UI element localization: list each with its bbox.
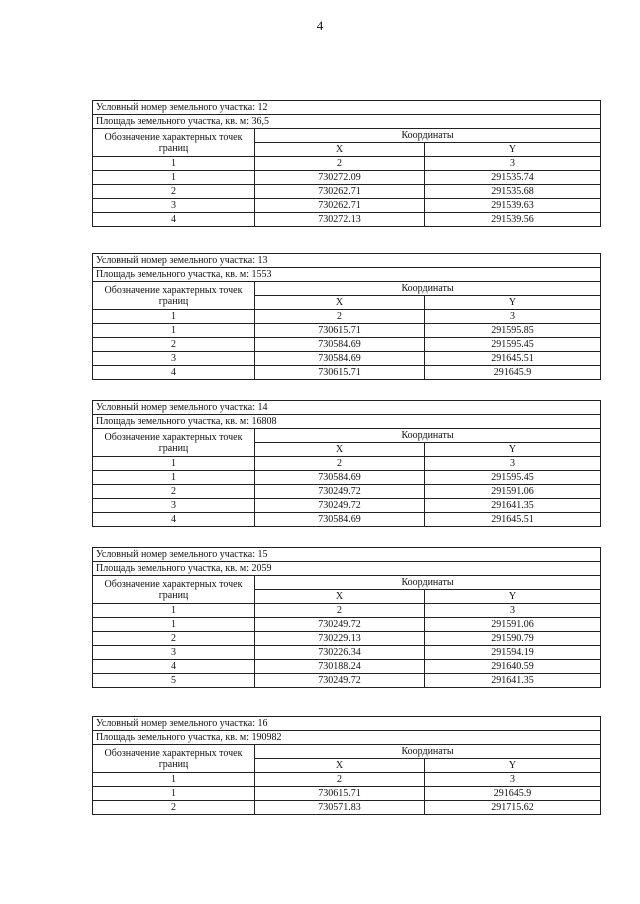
coordinates-header: Координаты <box>255 576 601 590</box>
table-row <box>93 646 601 660</box>
column-number: 1 <box>93 604 255 618</box>
table-row <box>93 513 601 527</box>
designation-header: Обозначение характерных точек границ <box>93 429 255 457</box>
point-x: 730272.09 <box>255 171 425 185</box>
point-id: 4 <box>93 213 255 227</box>
table-row <box>93 618 601 632</box>
y-header: Y <box>425 759 601 773</box>
point-x: 730615.71 <box>255 324 425 338</box>
table-row <box>93 787 601 801</box>
point-id: 1 <box>93 471 255 485</box>
point-x: 730584.69 <box>255 338 425 352</box>
point-x: 730584.69 <box>255 352 425 366</box>
point-y: 291641.35 <box>425 499 601 513</box>
point-y: 291640.59 <box>425 660 601 674</box>
point-x: 730249.72 <box>255 674 425 688</box>
column-number: 2 <box>255 604 425 618</box>
coordinates-header: Координаты <box>255 282 601 296</box>
point-y: 291641.35 <box>425 674 601 688</box>
x-header: X <box>255 296 425 310</box>
point-id: 2 <box>93 338 255 352</box>
point-x: 730249.72 <box>255 618 425 632</box>
x-header: X <box>255 443 425 457</box>
table-row <box>93 352 601 366</box>
point-y: 291645.51 <box>425 513 601 527</box>
point-y: 291645.9 <box>425 787 601 801</box>
parcel-number: Условный номер земельного участка: 16 <box>93 717 601 731</box>
point-y: 291594.19 <box>425 646 601 660</box>
table-row <box>93 213 601 227</box>
point-x: 730262.71 <box>255 185 425 199</box>
designation-header: Обозначение характерных точек границ <box>93 745 255 773</box>
designation-header: Обозначение характерных точек границ <box>93 576 255 604</box>
column-number: 3 <box>425 457 601 471</box>
table-row <box>93 366 601 380</box>
point-id: 2 <box>93 185 255 199</box>
x-header: X <box>255 590 425 604</box>
column-number: 3 <box>425 157 601 171</box>
point-id: 1 <box>93 787 255 801</box>
point-id: 5 <box>93 674 255 688</box>
point-x: 730615.71 <box>255 366 425 380</box>
point-x: 730262.71 <box>255 199 425 213</box>
parcel-number: Условный номер земельного участка: 13 <box>93 254 601 268</box>
parcel-area: Площадь земельного участка, кв. м: 190982 <box>93 731 601 745</box>
column-number: 3 <box>425 604 601 618</box>
column-number: 1 <box>93 310 255 324</box>
coordinates-header: Координаты <box>255 129 601 143</box>
point-id: 4 <box>93 513 255 527</box>
parcel-table-13 <box>92 253 600 380</box>
parcel-number: Условный номер земельного участка: 15 <box>93 548 601 562</box>
point-x: 730249.72 <box>255 485 425 499</box>
point-id: 2 <box>93 485 255 499</box>
x-header: X <box>255 759 425 773</box>
column-number: 2 <box>255 773 425 787</box>
column-number: 3 <box>425 773 601 787</box>
point-id: 3 <box>93 352 255 366</box>
table-row <box>93 185 601 199</box>
point-id: 3 <box>93 199 255 213</box>
point-y: 291535.74 <box>425 171 601 185</box>
table-row <box>93 499 601 513</box>
point-id: 4 <box>93 660 255 674</box>
parcel-number: Условный номер земельного участка: 12 <box>93 101 601 115</box>
parcel-table-12 <box>92 100 600 227</box>
table-row <box>93 199 601 213</box>
point-y: 291595.45 <box>425 338 601 352</box>
table-row <box>93 471 601 485</box>
point-id: 2 <box>93 801 255 815</box>
point-y: 291591.06 <box>425 618 601 632</box>
parcel-table-15 <box>92 547 600 688</box>
point-x: 730272.13 <box>255 213 425 227</box>
parcel-number: Условный номер земельного участка: 14 <box>93 401 601 415</box>
parcel-area: Площадь земельного участка, кв. м: 36,5 <box>93 115 601 129</box>
point-x: 730584.69 <box>255 513 425 527</box>
page-number: 4 <box>316 18 324 33</box>
point-id: 1 <box>93 171 255 185</box>
point-x: 730249.72 <box>255 499 425 513</box>
column-number: 1 <box>93 457 255 471</box>
parcel-area: Площадь земельного участка, кв. м: 2059 <box>93 562 601 576</box>
point-y: 291645.9 <box>425 366 601 380</box>
point-id: 1 <box>93 324 255 338</box>
point-id: 4 <box>93 366 255 380</box>
designation-header: Обозначение характерных точек границ <box>93 129 255 157</box>
point-y: 291539.56 <box>425 213 601 227</box>
y-header: Y <box>425 296 601 310</box>
coordinates-header: Координаты <box>255 429 601 443</box>
point-y: 291590.79 <box>425 632 601 646</box>
point-x: 730584.69 <box>255 471 425 485</box>
parcel-area: Площадь земельного участка, кв. м: 16808 <box>93 415 601 429</box>
point-y: 291535.68 <box>425 185 601 199</box>
point-y: 291595.85 <box>425 324 601 338</box>
table-row <box>93 338 601 352</box>
column-number: 3 <box>425 310 601 324</box>
point-x: 730226.34 <box>255 646 425 660</box>
point-y: 291715.62 <box>425 801 601 815</box>
parcel-table-16 <box>92 716 600 815</box>
parcel-area: Площадь земельного участка, кв. м: 1553 <box>93 268 601 282</box>
table-row <box>93 674 601 688</box>
point-id: 2 <box>93 632 255 646</box>
point-y: 291539.63 <box>425 199 601 213</box>
table-row <box>93 171 601 185</box>
point-id: 3 <box>93 499 255 513</box>
point-x: 730615.71 <box>255 787 425 801</box>
column-number: 1 <box>93 773 255 787</box>
point-x: 730188.24 <box>255 660 425 674</box>
table-row <box>93 660 601 674</box>
table-row <box>93 632 601 646</box>
column-number: 1 <box>93 157 255 171</box>
parcel-table-14 <box>92 400 600 527</box>
coordinates-header: Координаты <box>255 745 601 759</box>
y-header: Y <box>425 590 601 604</box>
y-header: Y <box>425 143 601 157</box>
column-number: 2 <box>255 157 425 171</box>
point-x: 730571.83 <box>255 801 425 815</box>
table-row <box>93 324 601 338</box>
point-y: 291645.51 <box>425 352 601 366</box>
point-id: 3 <box>93 646 255 660</box>
designation-header: Обозначение характерных точек границ <box>93 282 255 310</box>
column-number: 2 <box>255 457 425 471</box>
column-number: 2 <box>255 310 425 324</box>
point-x: 730229.13 <box>255 632 425 646</box>
y-header: Y <box>425 443 601 457</box>
table-row <box>93 801 601 815</box>
point-y: 291591.06 <box>425 485 601 499</box>
table-row <box>93 485 601 499</box>
point-id: 1 <box>93 618 255 632</box>
point-y: 291595.45 <box>425 471 601 485</box>
x-header: X <box>255 143 425 157</box>
